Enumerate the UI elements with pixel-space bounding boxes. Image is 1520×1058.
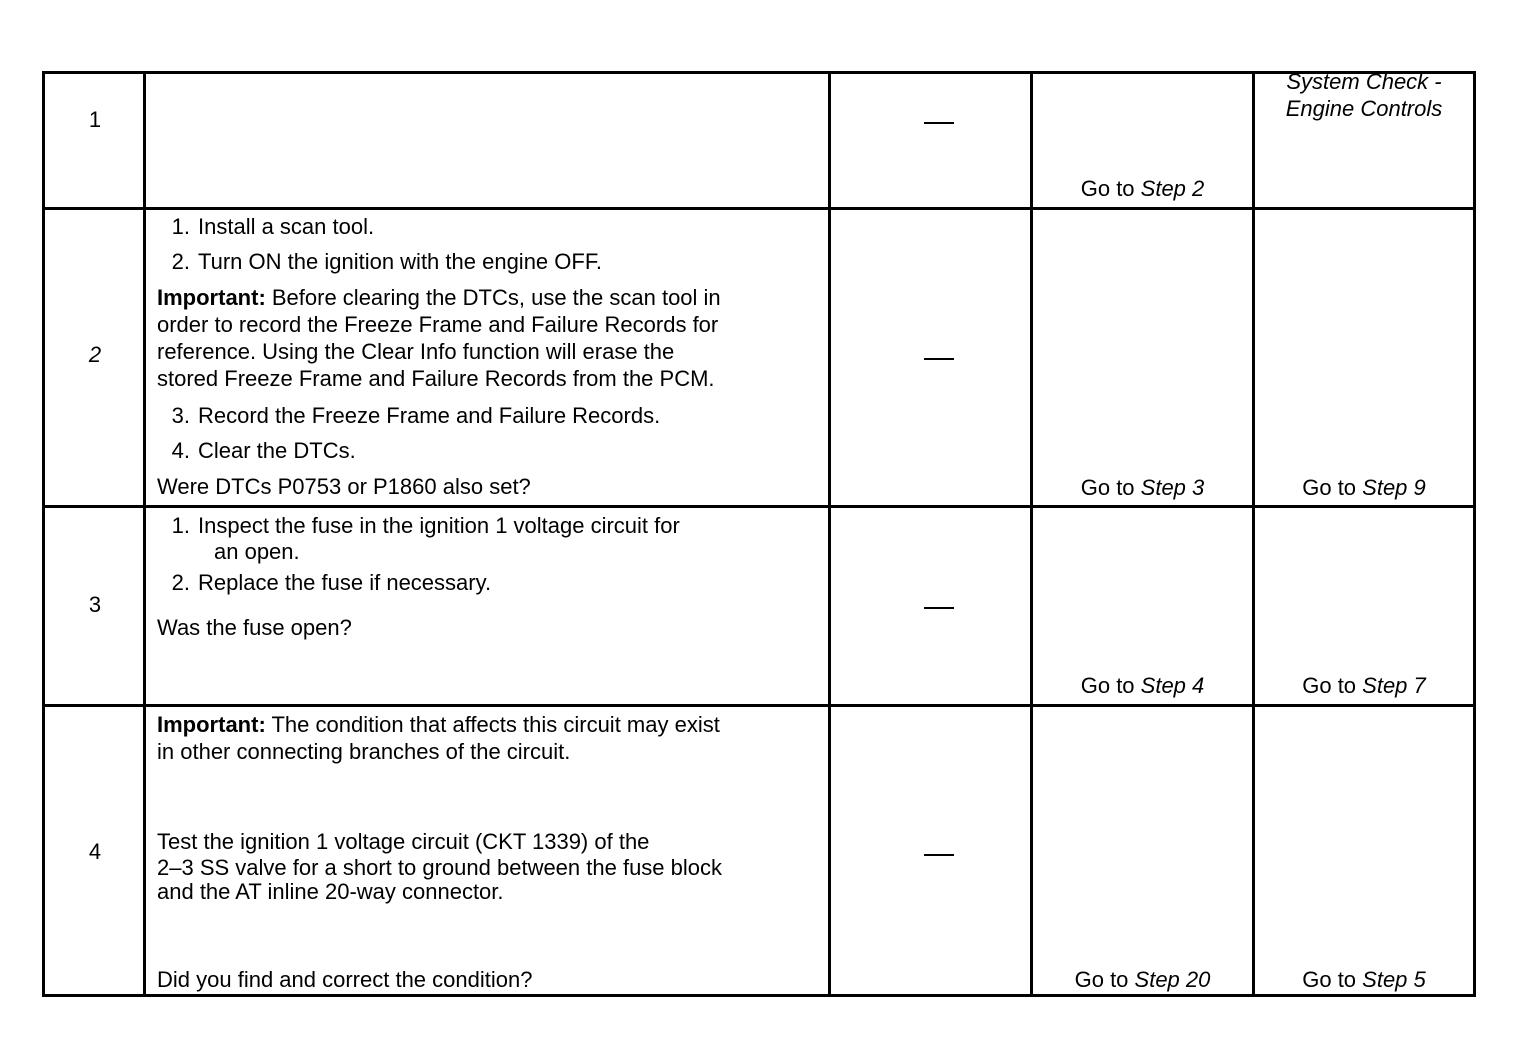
step-number: 3 [88, 592, 102, 617]
test-instruction: Test the ignition 1 voltage circuit (CKT 1339) of the [157, 829, 650, 854]
no-action[interactable]: Go to Step 7 [1302, 673, 1426, 698]
important-note-line: in other connecting branches of the circuit. [157, 739, 571, 764]
yes-action[interactable]: Go to Step 20 [1074, 967, 1211, 992]
action-item: 4. Clear the DTCs. [171, 438, 356, 463]
action-question: Were DTCs P0753 or P1860 also set? [157, 474, 531, 499]
important-note: Important: Before clearing the DTCs, use the scan tool in [157, 285, 721, 310]
action-item-continued: an open. [214, 539, 300, 564]
table-rule [1252, 71, 1255, 997]
test-instruction-line: 2–3 SS valve for a short to ground between the fuse block [157, 855, 723, 880]
test-instruction-line: and the AT inline 20-way connector. [157, 879, 504, 904]
yes-action[interactable]: Go to Step 3 [1080, 475, 1205, 500]
action-question: Was the fuse open? [157, 615, 352, 640]
yes-action[interactable]: Go to Step 2 [1080, 176, 1205, 201]
table-rule [828, 71, 831, 997]
action-item: 2. Turn ON the ignition with the engine OFF. [171, 249, 602, 274]
action-question: Did you find and correct the condition? [157, 967, 533, 992]
step-number: 4 [88, 839, 102, 864]
action-item: 3. Record the Freeze Frame and Failure Records. [171, 403, 661, 428]
no-action-line2[interactable]: Engine Controls [1285, 96, 1443, 121]
value-dash [924, 607, 954, 609]
table-rule [1473, 71, 1476, 997]
value-dash [924, 854, 954, 856]
important-note-line: order to record the Freeze Frame and Failure Records for [157, 312, 719, 337]
important-note: Important: The condition that affects this circuit may exist [157, 712, 720, 737]
table-rule [42, 704, 1476, 707]
action-item: 1. Install a scan tool. [171, 214, 375, 239]
table-rule [42, 207, 1476, 210]
step-number: 1 [88, 107, 102, 132]
action-item: 1. Inspect the fuse in the ignition 1 voltage circuit for [171, 513, 680, 538]
important-note-line: stored Freeze Frame and Failure Records from the PCM. [157, 366, 715, 391]
important-note-line: reference. Using the Clear Info function will erase the [157, 339, 675, 364]
troubleshooting-table [42, 71, 1476, 997]
value-dash [924, 122, 954, 124]
no-action-line1[interactable]: System Check - [1286, 69, 1442, 94]
table-rule [42, 505, 1476, 508]
table-rule [42, 994, 1476, 997]
no-action[interactable]: Go to Step 9 [1302, 475, 1426, 500]
table-rule [1030, 71, 1033, 997]
step-number: 2 [88, 342, 102, 367]
action-item: 2. Replace the fuse if necessary. [171, 570, 492, 595]
yes-action[interactable]: Go to Step 4 [1080, 673, 1205, 698]
no-action[interactable]: Go to Step 5 [1302, 967, 1426, 992]
value-dash [924, 358, 954, 360]
